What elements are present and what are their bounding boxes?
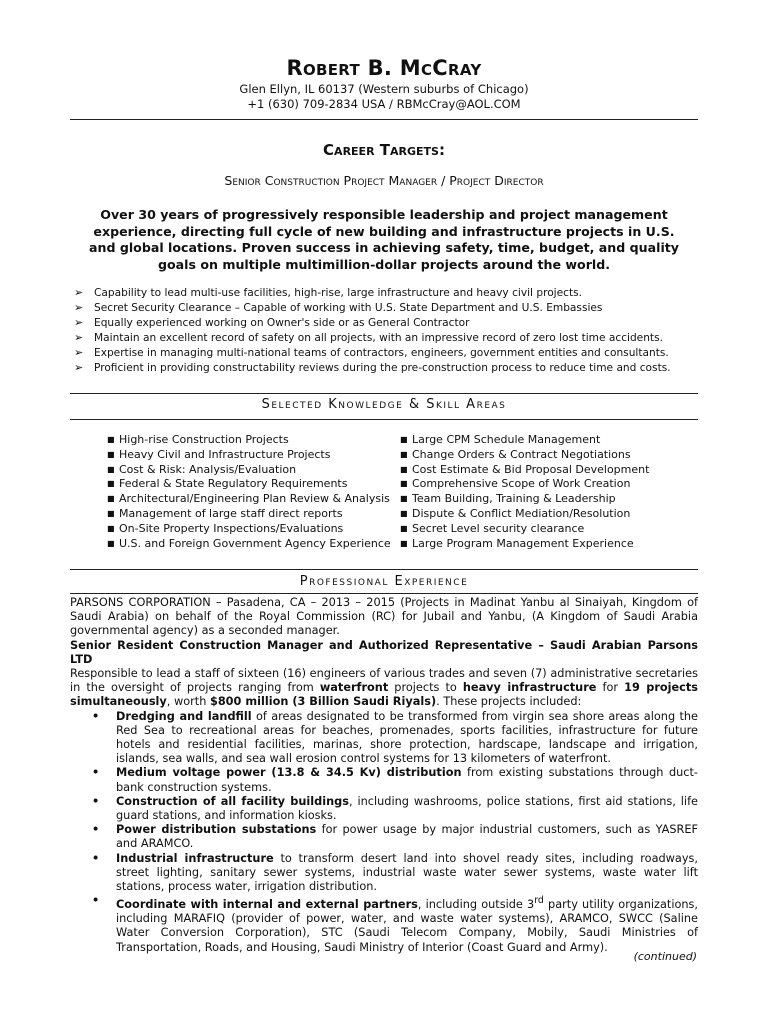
square-bullet-icon: ■ [400, 479, 408, 489]
responsibility-paragraph: Responsible to lead a staff of sixteen (16) engineers of various trades and seven (7) administrative secretaries in the oversight of projects ranging from waterfront projects to heavy infrastructure for 19 projects simultaneously, worth $800 million (3 Billion Saudi Riyals). These projects included: [70, 667, 699, 709]
highlight-item: ➢ Proficient in providing constructability reviews during the pre-construction process to reduce time and costs. [74, 360, 671, 374]
bullet-dot-icon: • [92, 709, 100, 723]
skills-bottom-divider [70, 419, 698, 420]
skill-item: ■ Secret Level security clearance [400, 521, 585, 535]
candidate-name: Robert B. McCray [286, 56, 482, 80]
highlights-list [74, 286, 694, 375]
skill-item: ■ Change Orders & Contract Negotiations [400, 447, 631, 461]
skills-left-column [107, 433, 391, 551]
project-item: • Industrial infrastructure to transform desert land into shovel ready sites, including roadways, street lighting, sanitary sewer systems, industrial waste water sewer systems, waste water lift stations, process water, irrigation distribution. [92, 851, 698, 894]
square-bullet-icon: ■ [400, 494, 408, 504]
header-divider [70, 119, 698, 120]
skill-item: ■ Federal & State Regulatory Requirements [107, 477, 348, 491]
skill-item: ■ Architectural/Engineering Plan Review & Analysis [107, 492, 390, 506]
skill-item: ■ Large Program Management Experience [400, 536, 634, 550]
bullet-dot-icon: • [92, 823, 100, 837]
square-bullet-icon: ■ [400, 523, 408, 533]
arrow-bullet-icon: ➢ [74, 360, 84, 374]
bullet-dot-icon: • [92, 794, 100, 808]
skill-item: ■ Management of large staff direct reports [107, 506, 343, 520]
project-item: • Medium voltage power (13.8 & 34.5 Kv) distribution from existing substations through duct-bank construction systems. [92, 766, 698, 794]
experience-body [70, 596, 698, 955]
arrow-bullet-icon: ➢ [74, 315, 84, 329]
continued-note: (continued) [633, 950, 697, 963]
phone-email-line: +1 (630) 709-2834 USA / RBMcCray@AOL.COM [247, 97, 521, 111]
bullet-dot-icon: • [92, 894, 100, 908]
highlight-item: ➢ Expertise in managing multi-national teams of contractors, engineers, government entities and consultants. [74, 345, 669, 359]
square-bullet-icon: ■ [107, 479, 115, 489]
skill-item: ■ Dispute & Conflict Mediation/Resolution [400, 506, 631, 520]
skill-item: ■ Team Building, Training & Leadership [400, 492, 616, 506]
square-bullet-icon: ■ [107, 538, 115, 548]
arrow-bullet-icon: ➢ [74, 300, 84, 314]
job-title: Senior Resident Construction Manager and Authorized Representative – Saudi Arabian Parsons LTD [70, 638, 698, 666]
skills-top-divider [70, 393, 698, 394]
square-bullet-icon: ■ [400, 435, 408, 444]
summary-paragraph: Over 30 years of progressively responsible leadership and project management experience, directing full cycle of new building and infrastructure projects in U.S. and global locations. Proven success in achieving safety, time, budget, and quality goals on multiple multimillion-dollar projects around the world. [88, 207, 679, 272]
skills-right-column [400, 433, 649, 551]
experience-heading: Professional Experience [299, 574, 469, 589]
skill-item: ■ Cost Estimate & Bid Proposal Development [400, 462, 650, 476]
arrow-bullet-icon: ➢ [74, 330, 84, 344]
square-bullet-icon: ■ [107, 523, 115, 533]
highlight-item: ➢ Equally experienced working on Owner's side or as General Contractor [74, 315, 470, 329]
career-targets-heading: Career Targets: [323, 141, 445, 159]
career-targets-title: Senior Construction Project Manager / Project Director [224, 173, 544, 188]
skill-item: ■ On-Site Property Inspections/Evaluations [107, 521, 344, 535]
arrow-bullet-icon: ➢ [74, 286, 84, 299]
bullet-dot-icon: • [92, 851, 100, 865]
skill-item: ■ Cost & Risk: Analysis/Evaluation [107, 462, 297, 476]
skill-item: ■ U.S. and Foreign Government Agency Experience [107, 536, 391, 550]
square-bullet-icon: ■ [400, 538, 408, 548]
skill-item: ■ Heavy Civil and Infrastructure Projects [107, 447, 331, 461]
skills-heading: Selected Knowledge & Skill Areas [261, 397, 507, 412]
experience-bottom-divider [70, 593, 698, 594]
highlight-item: ➢ Maintain an excellent record of safety on all projects, with an impressive record of zero lost time accidents. [74, 330, 663, 344]
square-bullet-icon: ■ [400, 449, 408, 459]
square-bullet-icon: ■ [107, 464, 115, 474]
employer-line: PARSONS CORPORATION – Pasadena, CA – 2013 – 2015 (Projects in Madinat Yanbu al Sinaiyah, Kingdom of Saudi Arabia) on behalf of the Royal Commission (RC) for Jubail and Yanbu, (A Kingdom of Saudi Arabia governmental agency) as a seconded manager. [70, 596, 698, 638]
highlight-item: ➢ Capability to lead multi-use facilities, high-rise, large infrastructure and heavy civil projects. [74, 286, 583, 299]
project-item: • Coordinate with internal and external partners, including outside 3rd party utility organizations, including MARAFIQ (provider of power, water, and waste water systems), ARAMCO, SWCC (Saline Water Conversion Corporation), STC (Saudi Telecom Company, Mobily, Saudi Ministries of Transportation, Roads, and Housing, Saudi Ministry of Interior (Coast Guard and Army). [92, 894, 699, 954]
skill-item: ■ Comprehensive Scope of Work Creation [400, 477, 631, 491]
square-bullet-icon: ■ [107, 508, 115, 518]
highlight-item: ➢ Secret Security Clearance – Capable of working with U.S. State Department and U.S. Embassies [74, 300, 603, 314]
address-line: Glen Ellyn, IL 60137 (Western suburbs of Chicago) [239, 82, 529, 96]
square-bullet-icon: ■ [400, 508, 408, 518]
square-bullet-icon: ■ [107, 449, 115, 459]
bullet-dot-icon: • [92, 766, 100, 780]
skill-item: ■ High-rise Construction Projects [107, 433, 289, 446]
square-bullet-icon: ■ [107, 494, 115, 504]
square-bullet-icon: ■ [400, 464, 408, 474]
project-item: • Power distribution substations for power usage by major industrial customers, such as YASREF and ARAMCO. [92, 823, 698, 851]
experience-top-divider [70, 569, 698, 570]
project-item: • Dredging and landfill of areas designated to be transformed from virgin sea shore areas along the Red Sea to recreational areas for beaches, promenades, sports facilities, infrastructure for future hotels and residential facilities, marinas, shore protection, hardscape, landscape and irrigation, islands, sea walls, and sea wall erosion control systems for 13 kilometers of waterfront. [92, 709, 698, 766]
project-list [92, 709, 699, 955]
skill-item: ■ Large CPM Schedule Management [400, 433, 601, 446]
arrow-bullet-icon: ➢ [74, 345, 84, 359]
project-item: • Construction of all facility buildings, including washrooms, police stations, first aid stations, life guard stations, and information kiosks. [92, 794, 698, 823]
square-bullet-icon: ■ [107, 435, 115, 444]
